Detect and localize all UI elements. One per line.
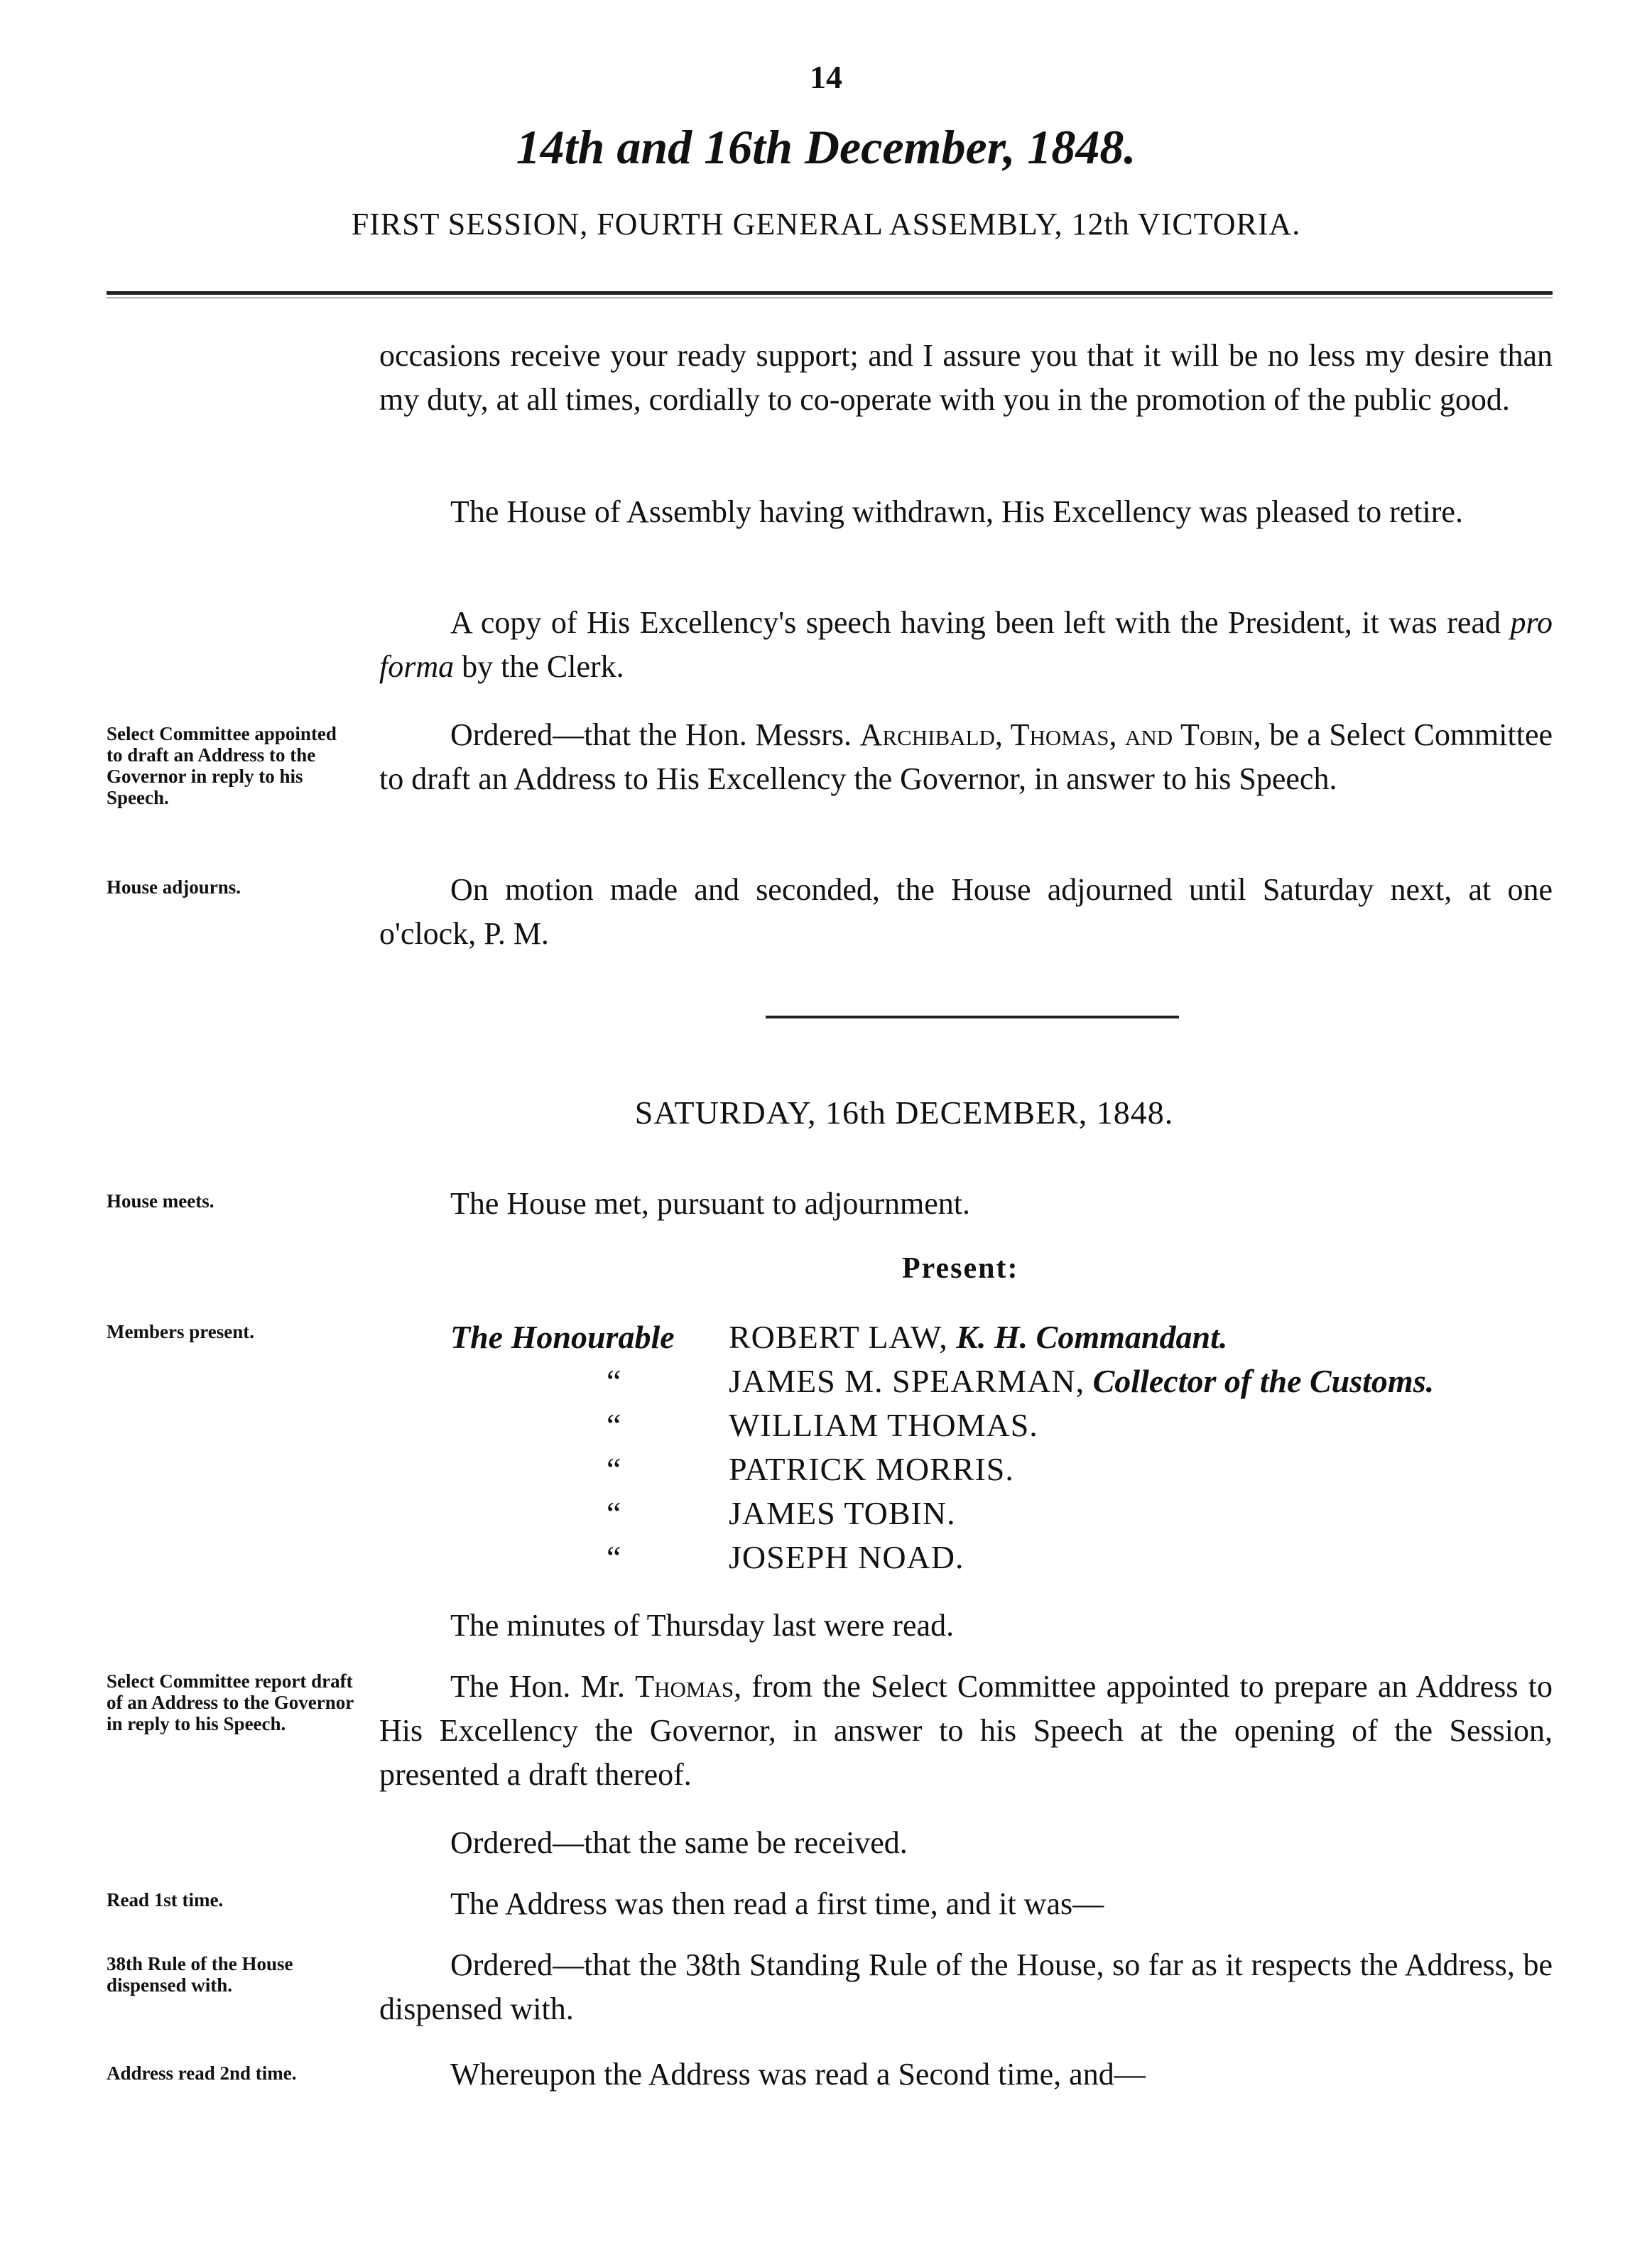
margin-note-house-meets: House meets. xyxy=(107,1190,214,1212)
paragraph-second-reading: Whereupon the Address was read a Second time, and— xyxy=(450,2057,1146,2092)
sitting-heading: SATURDAY, 16th DECEMBER, 1848. xyxy=(634,1094,1174,1131)
margin-note-house-adjourns: House adjourns. xyxy=(107,876,241,898)
page-title: 14th and 16th December, 1848. xyxy=(516,120,1136,174)
member-row: “ JAMES TOBIN. xyxy=(607,1495,956,1531)
paragraph-adjournment: On motion made and seconded, the House adjourned until Saturday next, at one o'clock, P. M. xyxy=(379,872,1553,951)
member-row: The Honourable ROBERT LAW, K. H. Commandant. xyxy=(450,1319,1228,1355)
paragraph-minutes-read: The minutes of Thursday last were read. xyxy=(450,1608,955,1643)
paragraph-address-end: occasions receive your ready support; and I assure you that it will be no less my desire than my duty, at all times, cordially to co-operate with you in the promotion of the public good. xyxy=(379,338,1553,417)
paragraph-rule-dispensed: Ordered—that the 38th Standing Rule of the House, so far as it respects the Address, be dispensed with. xyxy=(379,1947,1553,2026)
member-row: “ PATRICK MORRIS. xyxy=(607,1451,1014,1487)
paragraph-speech-copy: A copy of His Excellency's speech having been left with the President, it was read pro forma by the Clerk. xyxy=(379,605,1553,684)
section-divider xyxy=(766,1016,1179,1018)
session-line: FIRST SESSION, FOURTH GENERAL ASSEMBLY, 12th VICTORIA. xyxy=(351,207,1301,241)
margin-note-read-second: Address read 2nd time. xyxy=(107,2062,297,2084)
header-rule xyxy=(107,291,1553,295)
member-row: “ JOSEPH NOAD. xyxy=(607,1539,964,1575)
margin-note-rule-dispensed: 38th Rule of the House dispensed with. xyxy=(107,1953,293,1996)
member-row: “ WILLIAM THOMAS. xyxy=(607,1407,1038,1443)
member-row: “ JAMES M. SPEARMAN, Collector of the Customs. xyxy=(607,1363,1435,1399)
paragraph-first-reading: The Address was then read a first time, and it was— xyxy=(450,1886,1104,1921)
page-number: 14 xyxy=(810,59,842,95)
paragraph-received: Ordered—that the same be received. xyxy=(450,1825,908,1860)
paragraph-committee-report: The Hon. Mr. Thomas, from the Select Committee appointed to prepare an Address to His Excellency the Governor, in answer to his Speech at the opening of the Session, presented a draft thereof. xyxy=(379,1669,1553,1792)
present-heading: Present: xyxy=(902,1252,1019,1285)
margin-note-committee-report: Select Committee report draft of an Address to the Governor in reply to his Speech. xyxy=(107,1670,354,1734)
paragraph-house-met: The House met, pursuant to adjournment. xyxy=(450,1186,970,1221)
paragraph-select-committee: Ordered—that the Hon. Messrs. Archibald, Thomas, and Tobin, be a Select Committee to draft an Address to His Excellency the Governor, in answer to his Speech. xyxy=(379,717,1553,796)
margin-note-members-present: Members present. xyxy=(107,1321,254,1342)
paragraph-house-withdrawn: The House of Assembly having withdrawn, His Excellency was pleased to retire. xyxy=(450,494,1463,529)
margin-note-select-committee: Select Committee appointed to draft an Address to the Governor in reply to his Speech. xyxy=(107,723,337,808)
margin-note-read-first: Read 1st time. xyxy=(107,1889,224,1911)
